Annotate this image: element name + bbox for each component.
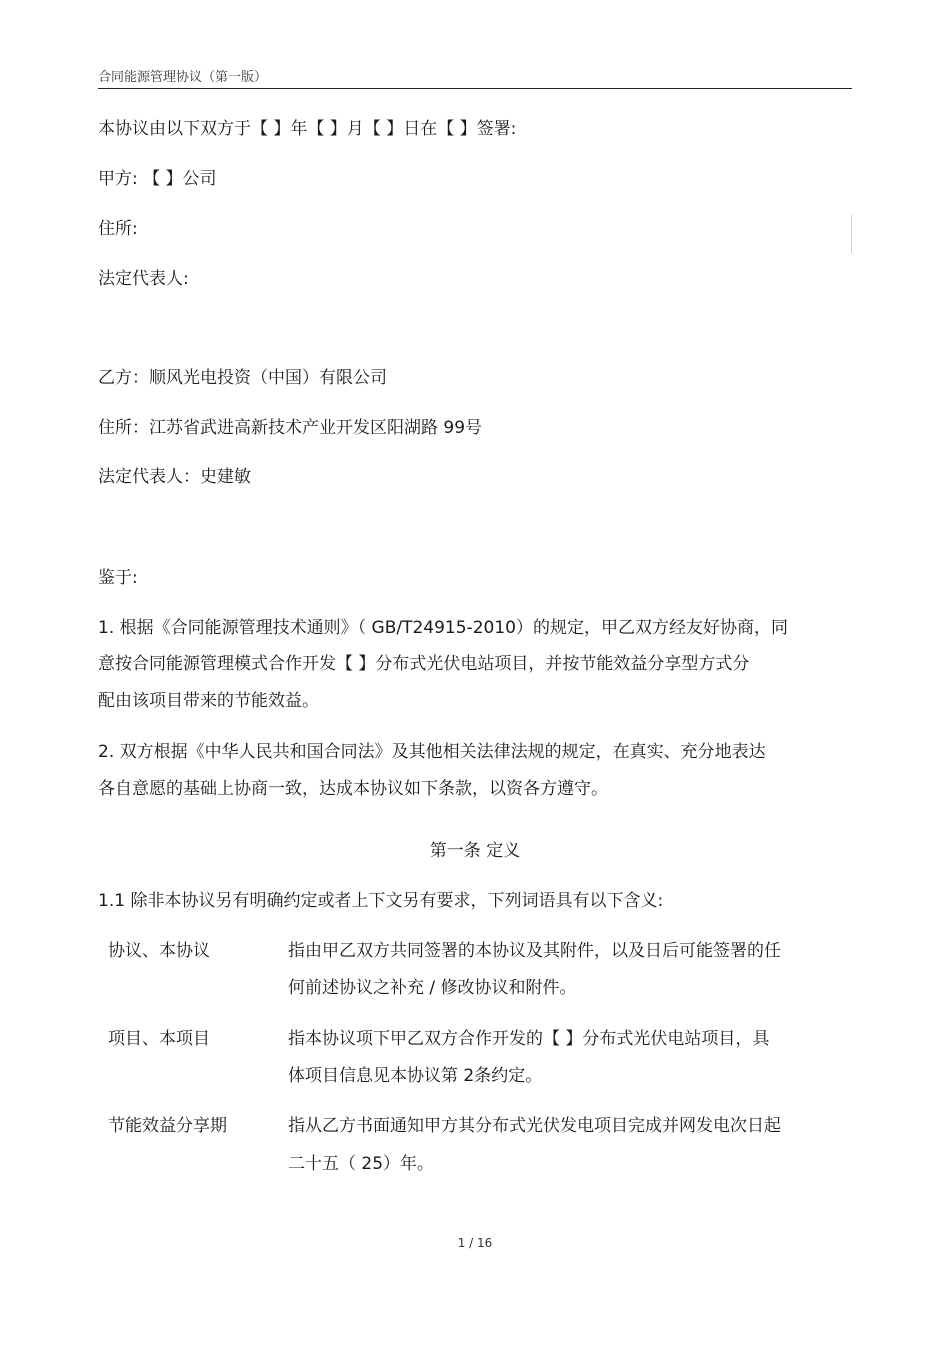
definition-term: 节能效益分享期 xyxy=(108,1116,227,1136)
page-header-title: 合同能源管理协议（第一版） xyxy=(98,70,268,85)
definition-text-line-1: 指由甲乙双方共同签署的本协议及其附件，以及日后可能签署的任 xyxy=(288,941,781,961)
definition-text-line-1: 指从乙方书面通知甲方其分布式光伏发电项目完成并网发电次日起 xyxy=(288,1116,781,1136)
definition-text-line-2: 体项目信息见本协议第 2条约定。 xyxy=(288,1066,543,1086)
article-1-title: 第一条 定义 xyxy=(429,841,521,861)
margin-mark xyxy=(851,215,852,253)
party-a-representative: 法定代表人: xyxy=(98,269,189,289)
definition-term: 项目、本项目 xyxy=(108,1029,210,1049)
party-a-line: 甲方: 【 】公司 xyxy=(98,169,217,189)
recital-2-line-1: 2. 双方根据《中华人民共和国合同法》及其他相关法律法规的规定，在真实、充分地表达 xyxy=(98,742,766,762)
page-number: 1 / 16 xyxy=(457,1236,493,1250)
recital-2-line-2: 各自意愿的基础上协商一致，达成本协议如下条款，以资各方遵守。 xyxy=(98,779,608,799)
party-b-representative: 法定代表人：史建敏 xyxy=(98,467,251,487)
definition-term: 协议、本协议 xyxy=(108,941,210,961)
recitals-heading: 鉴于: xyxy=(98,568,138,588)
party-b-address: 住所：江苏省武进高新技术产业开发区阳湖路 99号 xyxy=(98,418,483,438)
definition-text-line-1: 指本协议项下甲乙双方合作开发的【 】分布式光伏电站项目，具 xyxy=(288,1029,770,1049)
party-b-line: 乙方：顺风光电投资（中国）有限公司 xyxy=(98,368,387,388)
signing-line: 本协议由以下双方于【 】年【 】月【 】日在【 】签署: xyxy=(98,119,517,139)
recital-1-line-2: 意按合同能源管理模式合作开发【 】分布式光伏电站项目，并按节能效益分享型方式分 xyxy=(98,654,750,674)
header-divider xyxy=(98,88,852,89)
recital-1-line-3: 配由该项目带来的节能效益。 xyxy=(98,691,319,711)
clause-1-1: 1.1 除非本协议另有明确约定或者上下文另有要求，下列词语具有以下含义: xyxy=(98,891,664,911)
recital-1-line-1: 1. 根据《合同能源管理技术通则》（ GB/T24915-2010）的规定，甲乙双方经友好协商，同 xyxy=(98,618,788,638)
definition-text-line-2: 二十五（ 25）年。 xyxy=(288,1154,435,1174)
party-a-address: 住所: xyxy=(98,219,138,239)
definition-text-line-2: 何前述协议之补充 / 修改协议和附件。 xyxy=(288,978,577,998)
